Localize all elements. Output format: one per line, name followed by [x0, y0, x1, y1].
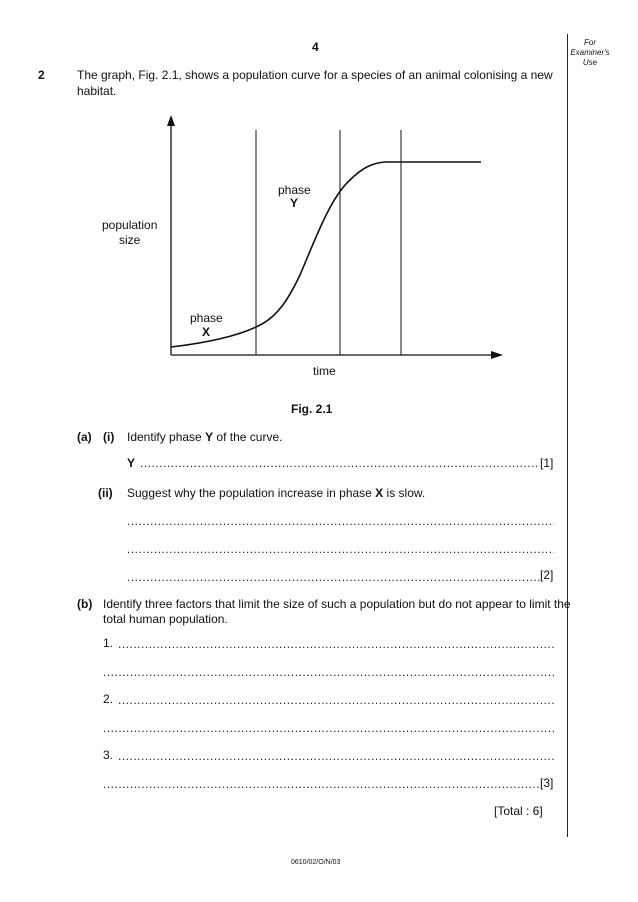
- footer-code: 0610/02/O/N/03: [291, 859, 341, 866]
- page-number: 4: [312, 40, 319, 54]
- answer-a-i-prefix: Y: [127, 456, 136, 470]
- part-a-ii-text-bold: X: [375, 486, 384, 500]
- answer-line-a-ii-2[interactable]: [127, 543, 554, 555]
- x-axis-label: time: [313, 364, 336, 378]
- marks-b: [3]: [540, 776, 554, 790]
- part-a-ii-question: [127, 486, 425, 500]
- total-marks: [Total : 6]: [494, 804, 543, 818]
- part-b-item-1: 1.: [103, 636, 114, 650]
- part-a-i-text-pre: Identify phase: [127, 430, 206, 444]
- part-a-label: (a): [77, 430, 92, 444]
- part-a-i-text-post: of the curve.: [213, 430, 283, 444]
- figure-caption: Fig. 2.1: [291, 402, 333, 416]
- part-a-ii-text-post: is slow.: [383, 486, 426, 500]
- part-a-ii-label: (ii): [98, 486, 113, 500]
- examiner-box-label: [570, 38, 610, 68]
- question-stem-line-2: habitat.: [77, 84, 117, 98]
- x-axis-arrow: [491, 351, 503, 359]
- examiner-line-3: Use: [582, 58, 598, 67]
- y-axis-label-line-2: size: [119, 233, 141, 247]
- examiner-line-2: Examiner's: [570, 48, 610, 57]
- phase-y-word: phase: [278, 183, 311, 197]
- answer-line-b-2b[interactable]: [103, 722, 554, 734]
- marks-a-ii: [2]: [540, 568, 554, 582]
- part-a-i-text-bold: Y: [205, 430, 214, 444]
- answer-line-b-3a[interactable]: [118, 750, 554, 762]
- y-axis-arrow: [167, 115, 175, 126]
- part-b-question-line-2: total human population.: [103, 612, 228, 626]
- part-b-label: (b): [77, 597, 93, 611]
- y-axis-label-line-1: population: [102, 218, 158, 232]
- question-stem-line-1: The graph, Fig. 2.1, shows a population curve for a species of an animal colonising a new: [77, 68, 553, 82]
- answer-line-b-3b[interactable]: [103, 778, 540, 790]
- part-a-ii-text-pre: Suggest why the population increase in phase: [127, 486, 376, 500]
- answer-line-b-1b[interactable]: [103, 666, 554, 678]
- answer-line-b-2a[interactable]: [118, 694, 554, 706]
- phase-x-letter: X: [202, 325, 211, 339]
- answer-line-a-i[interactable]: [140, 457, 540, 469]
- phase-y-letter: Y: [290, 196, 299, 210]
- part-b-question-line-1: Identify three factors that limit the size of such a population but do not appear to limit the: [103, 597, 571, 611]
- question-number: 2: [38, 68, 45, 82]
- answer-line-a-ii-1[interactable]: [127, 515, 554, 527]
- part-b-item-3: 3.: [103, 748, 114, 762]
- marks-a-i: [1]: [540, 456, 554, 470]
- examiner-line-1: For: [584, 38, 596, 47]
- part-b-item-2: 2.: [103, 692, 114, 706]
- answer-line-a-ii-3[interactable]: [127, 571, 540, 583]
- part-a-i-label: (i): [103, 430, 115, 444]
- phase-x-word: phase: [190, 311, 223, 325]
- answer-line-b-1a[interactable]: [118, 638, 554, 650]
- part-a-i-question: [127, 430, 282, 444]
